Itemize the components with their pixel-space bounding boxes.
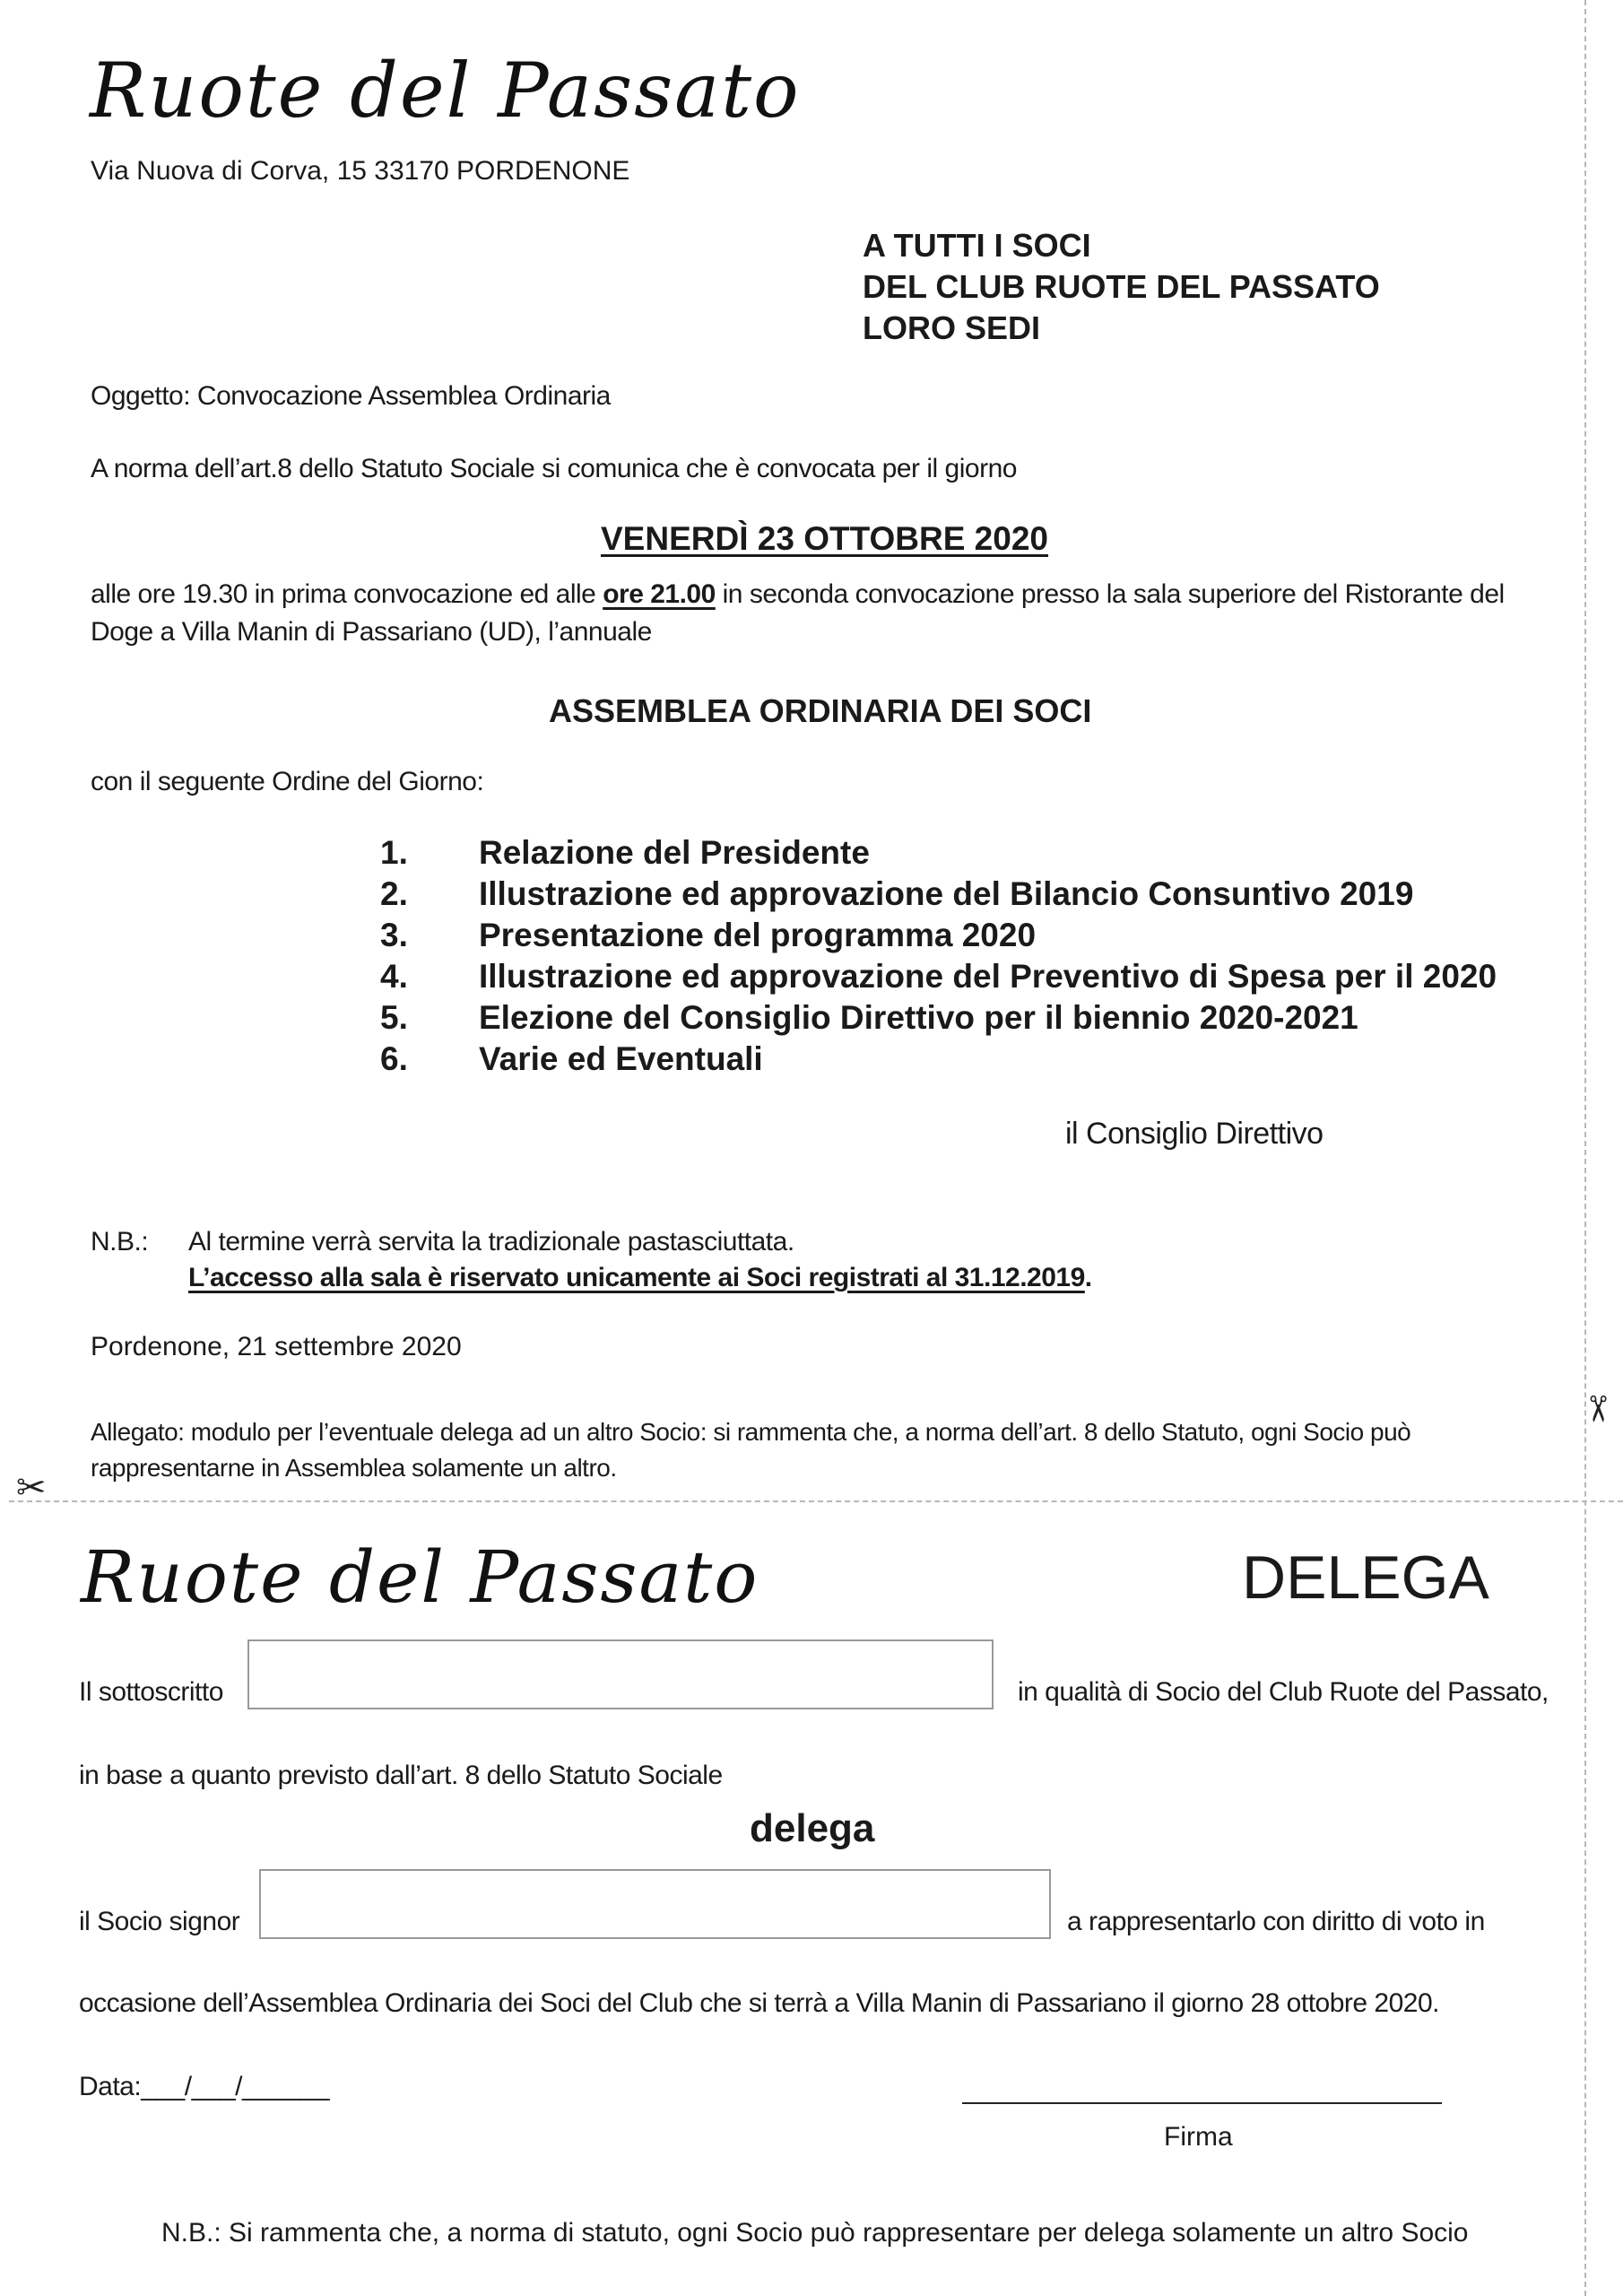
place-date: Pordenone, 21 settembre 2020	[91, 1332, 462, 1361]
recipient-line: LORO SEDI	[863, 309, 1041, 346]
delega-logo: Ruote del Passato	[81, 1535, 759, 1619]
delega-title: DELEGA	[1242, 1544, 1489, 1612]
agenda-item	[380, 999, 1358, 1037]
agenda-item	[380, 917, 1036, 954]
agenda-number: 1.	[380, 834, 408, 871]
delegate-name-field[interactable]	[259, 1869, 1051, 1939]
scissors-icon: ✂	[16, 1467, 47, 1509]
sottoscritto-name-field[interactable]	[247, 1639, 994, 1709]
nb-access-text: L’accesso alla sala è riservato unicamente ai Soci registrati al 31.12.2019	[188, 1263, 1085, 1292]
meeting-time-paragraph	[91, 576, 1505, 651]
club-address: Via Nuova di Corva, 15 33170 PORDENONE	[91, 156, 630, 186]
recipient-line: A TUTTI I SOCI	[863, 227, 1091, 264]
horizontal-cut-line	[9, 1500, 1623, 1502]
subject-line: Oggetto: Convocazione Assemblea Ordinaria	[91, 381, 611, 411]
label-occasione: occasione dell’Assemblea Ordinaria dei Soci del Club che si terrà a Villa Manin di Passariano il giorno 28 ottobre 2020.	[79, 1988, 1439, 2018]
nb-line: Al termine verrà servita la tradizionale pastasciuttata.	[188, 1227, 794, 1257]
assembly-heading: ASSEMBLEA ORDINARIA DEI SOCI	[549, 692, 1092, 729]
label-socio-signor: il Socio signor	[79, 1907, 240, 1936]
delega-footer-note: N.B.: Si rammenta che, a norma di statuto, ogni Socio può rappresentare per delega solamente un altro Socio	[161, 2218, 1469, 2248]
agenda-text: Varie ed Eventuali	[479, 1040, 763, 1077]
agenda-number: 6.	[380, 1040, 408, 1077]
agenda-text: Illustrazione ed approvazione del Preventivo di Spesa per il 2020	[479, 958, 1497, 995]
agenda-number: 5.	[380, 999, 408, 1036]
agenda-intro: con il seguente Ordine del Giorno:	[91, 767, 484, 796]
nb-access-note	[188, 1263, 1092, 1293]
meeting-time-line	[91, 576, 1505, 613]
date-field[interactable]: Data:___/___/______	[79, 2072, 330, 2101]
label-base-statuto: in base a quanto previsto dall’art. 8 dello Statuto Sociale	[79, 1761, 723, 1790]
agenda-item	[380, 1040, 763, 1078]
attachment-line: Allegato: modulo per l’eventuale delega ad un altro Socio: si rammenta che, a norma dell’art. 8 dello Statuto, ogni Socio può	[91, 1418, 1411, 1446]
agenda-item	[380, 875, 1413, 913]
agenda-number: 3.	[380, 917, 408, 953]
agenda-text: Presentazione del programma 2020	[479, 917, 1037, 953]
attachment-note	[91, 1414, 1410, 1486]
delega-verb: delega	[750, 1806, 875, 1850]
label-sottoscritto: Il sottoscritto	[79, 1677, 223, 1707]
agenda-text: Elezione del Consiglio Direttivo per il biennio 2020-2021	[479, 999, 1358, 1036]
agenda-number: 4.	[380, 958, 408, 995]
recipient-block	[863, 225, 1380, 349]
club-logo: Ruote del Passato	[90, 47, 801, 135]
second-call-time: ore 21.00	[603, 579, 716, 609]
meeting-location-line: Doge a Villa Manin di Passariano (UD), l’annuale	[91, 617, 652, 647]
nb-label: N.B.:	[91, 1227, 149, 1257]
agenda-item	[380, 958, 1497, 996]
meeting-date-heading: VENERDÌ 23 OTTOBRE 2020	[601, 520, 1048, 557]
letter-signature: il Consiglio Direttivo	[1065, 1117, 1324, 1151]
firma-label: Firma	[1164, 2122, 1233, 2152]
signature-line[interactable]	[962, 2102, 1442, 2104]
vertical-cut-line	[1584, 0, 1586, 2296]
intro-text: A norma dell’art.8 dello Statuto Sociale si comunica che è convocata per il giorno	[91, 454, 1017, 483]
time-text: alle ore 19.30 in prima convocazione ed alle	[91, 579, 603, 609]
agenda-text: Relazione del Presidente	[479, 834, 870, 871]
label-qualita: in qualità di Socio del Club Ruote del Passato,	[1018, 1677, 1549, 1707]
attachment-line: rappresentarne in Assemblea solamente un altro.	[91, 1454, 617, 1482]
nb-access-period: .	[1084, 1263, 1092, 1292]
label-rappresentarlo: a rappresentarlo con diritto di voto in	[1067, 1907, 1485, 1936]
time-text: in seconda convocazione presso la sala superiore del Ristorante del	[715, 579, 1505, 609]
recipient-line: DEL CLUB RUOTE DEL PASSATO	[863, 268, 1380, 305]
agenda-item	[380, 834, 870, 872]
agenda-number: 2.	[380, 875, 408, 912]
scissors-icon: ✂	[1575, 1394, 1618, 1424]
agenda-text: Illustrazione ed approvazione del Bilancio Consuntivo 2019	[479, 875, 1414, 912]
